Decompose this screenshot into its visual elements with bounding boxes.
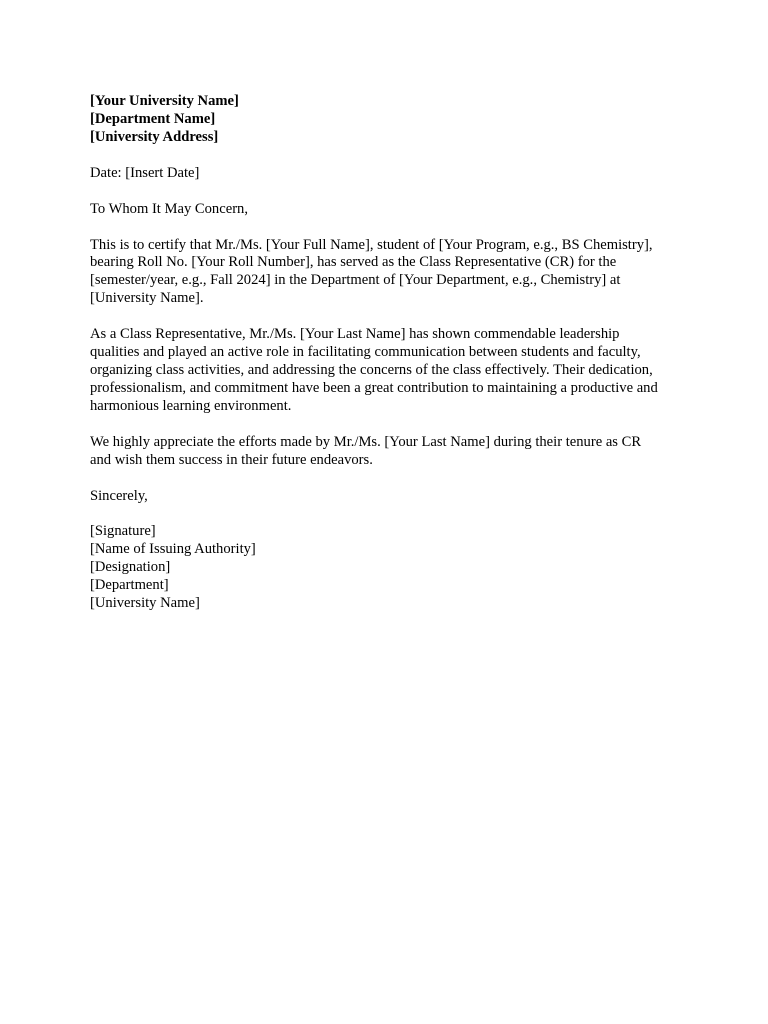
issuer-university: [University Name] [90, 595, 200, 612]
date-line: Date: [Insert Date] [90, 164, 200, 181]
signature-block [90, 523, 682, 613]
paragraph-line: organizing class activities, and addressing the concerns of the class effectively. Their dedication, [90, 361, 653, 378]
paragraph-line: This is to certify that Mr./Ms. [Your Full Name], student of [Your Program, e.g., BS Chemistry], [90, 236, 653, 253]
paragraph-line: [University Name]. [90, 290, 204, 307]
paragraph-line: and wish them success in their future endeavors. [90, 451, 373, 468]
paragraph-line: We highly appreciate the efforts made by Mr./Ms. [Your Last Name] during their tenure as CR [90, 433, 642, 450]
letter-document [90, 93, 682, 613]
issuer-department: [Department] [90, 577, 169, 594]
signature-placeholder: [Signature] [90, 523, 156, 540]
paragraph-line: qualities and played an active role in facilitating communication between students and faculty, [90, 344, 641, 361]
paragraph-line: professionalism, and commitment have been a great contribution to maintaining a productive and [90, 379, 658, 396]
paragraph-line: bearing Roll No. [Your Roll Number], has served as the Class Representative (CR) for the [90, 254, 617, 271]
paragraph-line: As a Class Representative, Mr./Ms. [Your Last Name] has shown commendable leadership [90, 326, 620, 343]
issuer-designation: [Designation] [90, 559, 171, 576]
issuer-name: [Name of Issuing Authority] [90, 541, 256, 558]
letterhead [90, 93, 682, 147]
university-address: [University Address] [90, 128, 219, 145]
paragraph-line: harmonious learning environment. [90, 397, 292, 414]
university-name: [Your University Name] [90, 93, 239, 109]
closing: Sincerely, [90, 487, 148, 504]
body-paragraph-2 [90, 326, 682, 416]
department-name: [Department Name] [90, 110, 216, 127]
paragraph-line: [semester/year, e.g., Fall 2024] in the Department of [Your Department, e.g., Chemistry] at [90, 272, 621, 289]
body-paragraph-1 [90, 237, 682, 309]
salutation: To Whom It May Concern, [90, 200, 248, 217]
body-paragraph-3 [90, 434, 682, 470]
